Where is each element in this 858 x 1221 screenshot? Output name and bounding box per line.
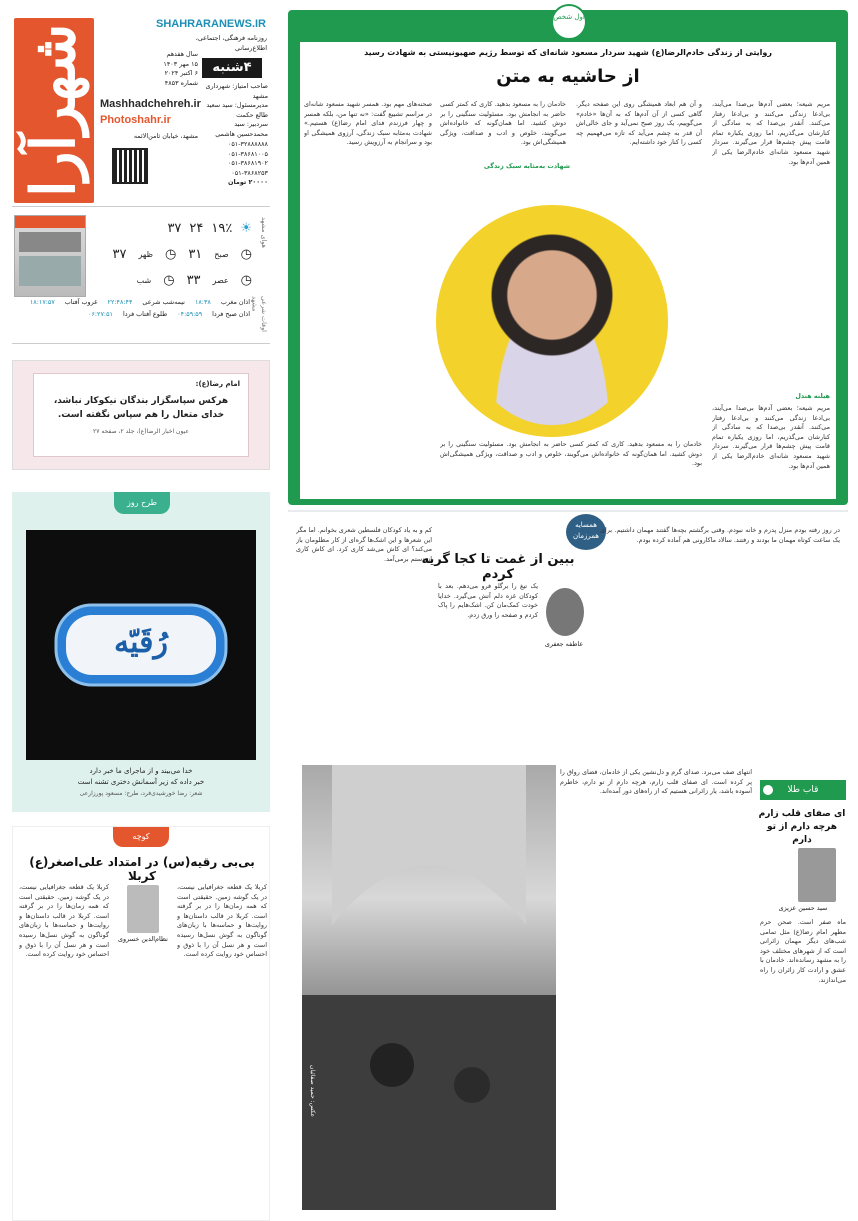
section-tag: طرح روز [114, 492, 170, 514]
manager: مدیرمسئول: سید سعید طالع حکمت [206, 101, 268, 119]
sidebar [12, 10, 270, 1210]
row2-b: ۳۷ [112, 246, 127, 262]
design-credit: شعر: رضا خورشیدی‌فرد، طرح: مسعود پورزارعی [79, 790, 203, 797]
clock-icon: ◷ [240, 246, 252, 262]
midnight-label: نیمه‌شب شرعی [142, 298, 185, 306]
sunrise-label: طلوع آفتاب فردا [122, 309, 168, 318]
author-photo [546, 588, 584, 636]
clock-icon: ◷ [240, 272, 252, 288]
prayer-title: اوقات شرعی مشهد [250, 296, 268, 332]
design-caption-1: خدا می‌بیند و از ماجرای ما خبر دارد [89, 767, 193, 775]
photo-credit: عکس: حمید صفائیان [309, 1065, 316, 1118]
maghrib-time: ۱۸:۳۸ [194, 298, 211, 306]
year: سال هفدهم [166, 50, 198, 58]
phone-4: ۰۵۱-۳۸۶۸۲۵۳ [231, 168, 268, 177]
hamsayeh-title: ببین از غمت تا کجا گریه کردم [421, 552, 575, 582]
temp-min: ۳۷ [167, 220, 182, 236]
row3-a: ۳۳ [186, 272, 201, 288]
address: مشهد، خیابان ثامن‌الائمه [133, 132, 198, 140]
feature-body-bottom: خادمان را به مسعود بدهید. کاری که کمتر کسی حاضر به انجامش بود. مسئولیت سنگینی را بر دوش کشید. اما همان‌گونه که خانواده‌اش می‌گویند، خلوص و ادب و صداقت، ویژگی همیشگی‌اش بود. [440, 440, 702, 468]
issue-number: شماره ۴۸۵۳ [164, 78, 198, 87]
clock-icon: ◷ [164, 246, 177, 262]
section-tag: قاب طلا [760, 780, 846, 800]
editor: سردبیر: سید محمدحسین هاشمی [215, 120, 268, 138]
masthead [12, 10, 270, 200]
sunrise-time: ۰۶:۲۷:۵۱ [88, 309, 113, 318]
kooche-body-right: کربلا یک قطعه جغرافیایی نیست، در یک گوشه زمین. حقیقتی است که همه زمان‌ها را در بر گرفته است. کربلا در قالب داستان‌ها و روایت‌ها و حماسه‌ها با زبان‌های گوناگون به گوش نسل‌ها رسیده است و هر نسل آن را با ذوق و احساس خود روایت کرده است. [177, 883, 267, 959]
design-of-day [12, 492, 270, 812]
row2-a: ۳۱ [188, 246, 203, 262]
weather-grid [92, 215, 252, 297]
feature-title: از حاشیه به متن [496, 66, 640, 87]
weekday-badge: ۴شنبه [202, 58, 262, 78]
ghab-author: سید حسین عزیزی [778, 904, 828, 912]
hamsayeh-section [288, 510, 848, 755]
feature-body-col2: و آن هم ابعاد همیشگی روی این صفحه دیگر. گاهی کسی از آن آدم‌ها که به آن‌ها «خادم» می‌گوییم، یک روز صبح نمی‌آید و جای خالی‌اش آن قدر به چشم می‌آید که تازه می‌فهمیم چه کسی را کنار خود داشته‌ایم. [576, 100, 702, 147]
portrait-face [464, 225, 640, 425]
hamsayeh-author: عاطفه جعفری [544, 640, 584, 648]
weather-title: هوای مشهد [260, 217, 268, 248]
camera-icon [760, 782, 776, 798]
ghab-title: ای صفای قلب زارم هرچه دارم از تو دارم [758, 809, 846, 845]
hadith-heading: امام رضا(ع): [195, 380, 240, 388]
section-tag: کوچه [113, 827, 169, 847]
sunset-label: غروب آفتاب [64, 298, 98, 306]
kooche-body-left: کربلا یک قطعه جغرافیایی نیست، در یک گوشه زمین. حقیقتی است که همه زمان‌ها را در بر گرفته است. کربلا در قالب داستان‌ها و روایت‌ها و حماسه‌ها با زبان‌های گوناگون به گوش نسل‌ها رسیده است و هر نسل آن را با ذوق و احساس خود روایت کرده است. [19, 883, 109, 959]
humidity: ۱۹٪ [211, 220, 233, 236]
morning-label: صبح [214, 249, 229, 259]
phone-2: ۰۵۱-۳۸۶۸۱۰۰۵ [227, 149, 268, 158]
hadith-source: عیون اخبار الرضا(ع)، جلد ۲، صفحه ۲۷ [93, 428, 189, 435]
clock-icon: ◷ [163, 272, 175, 288]
sunset-time: ۱۸:۱۷:۵۷ [29, 298, 55, 306]
publisher-label: روزنامه [247, 34, 267, 42]
phone-3: ۰۵۱-۳۸۶۸۱۹۰۲ [227, 159, 268, 168]
qr-code-icon[interactable] [112, 148, 148, 184]
hadith-box [12, 360, 270, 470]
kooche-title: بی‌بی رقیه(س) در امتداد علی‌اصغر(ع) کربلا [29, 855, 255, 883]
feature-section-heading: شهادت به‌مثابه سبک زندگی [483, 162, 570, 170]
temp-max: ۲۴ [189, 220, 204, 236]
feature-body-col3: خادمان را به مسعود بدهید. کاری که کمتر کسی حاضر به انجامش بود. مسئولیت سنگینی را بر دوش کشید. اما همان‌گونه که خانواده‌اش می‌گویند، خلوص و ادب و صداقت، ویژگی همیشگی‌اش بود. [440, 100, 566, 147]
publisher-desc: فرهنگی، اجتماعی، اطلاع‌رسانی [195, 34, 267, 52]
kooche-section [12, 826, 270, 1221]
design-artwork[interactable] [26, 530, 256, 760]
author-photo [798, 848, 836, 902]
sun-icon: ☀ [240, 220, 252, 236]
site-url-main[interactable]: SHAHRARANEWS.IR [156, 18, 266, 30]
ghab-body: ماه صفر است. صحن حرم مطهر امام رضا(ع) مثل تمامی شب‌های دیگر مهمان زائرانی است که از شهرهای مختلف خود را به مشهد رسانده‌اند. خادمان با عشق و ارادت کار زائران را راه می‌اندازند. [760, 918, 846, 984]
feature-subtitle: روایتی از زندگی خادم‌الرضا(ع) شهید سردار مسعود شانه‌ای که توسط رژیم صهیونیستی به شهادت رسید [364, 48, 772, 57]
feature-body-col1: مریم شیعه؛ بعضی آدم‌ها بی‌صدا می‌آیند، بی‌ادعا زندگی می‌کنند و بی‌ادعا رفتار می‌کنند. آنقدر بی‌صدا که به سادگی از کنارشان می‌گذریم، اما روزی یکباره تمام قامت پیش چشم‌ها قرار می‌گیرند. سردار شهید مسعود شانه‌ای خادم‌الرضا یکی از همین آدم‌ها بود. [712, 100, 830, 166]
hadith-line-1: هرکس سپاسگزار بندگان نیکوکار نباشد، [53, 396, 229, 406]
design-caption-2: خبر داده که زیر آسمانش دختری تشنه است [77, 778, 205, 786]
hadith-line-2: خدای متعال را هم سپاس نگفته است. [57, 410, 225, 420]
feature-body-col1b: مریم شیعه؛ بعضی آدم‌ها بی‌صدا می‌آیند، بی‌ادعا زندگی می‌کنند و بی‌ادعا رفتار می‌کنند. آنقدر بی‌صدا که به سادگی از کنارشان می‌گذریم، اما روزی یکباره تمام قامت پیش چشم‌ها قرار می‌گیرند. سردار شهید مسعود شانه‌ای خادم‌الرضا یکی از همین آدم‌ها بود. [712, 404, 830, 470]
feature-author: هیلنه هندل [795, 392, 830, 400]
martyr-portrait[interactable] [436, 205, 668, 437]
owner: صاحب امتیاز: شهرداری مشهد [205, 82, 268, 100]
maghrib-label: اذان مغرب [220, 298, 250, 306]
newspaper-logo: شهرآرا [14, 18, 94, 203]
night-label: شب [136, 275, 152, 285]
ghab-poem-col: انتهای صف می‌برد. صدای گرم و دل‌نشین یکی از خادمان، فضای رواق را پر کرده است. ای صفای قلب زارم، هرچه دارم از تو دارم، خاطرم آسوده باشد، یار زائرانی هستیم که از راه‌های دور آمده‌اند. [560, 768, 752, 796]
newspaper-thumbnail[interactable] [14, 215, 86, 297]
evening-label: عصر [212, 275, 229, 285]
feature-body-col4: صحنه‌های مهم بود. همسر شهید مسعود شانه‌ای در مراسم تشییع گفت: «نه تنها من، بلکه همسر و چهار فرزندم فدای امام رضا(ع) هستیم.» شهادت به‌مثابه سبک زندگی، آرزوی همیشگی او بود و سرانجام به آرزویش رسید. [304, 100, 432, 147]
price: ۲۰۰۰۰ تومان [228, 178, 268, 187]
date-solar: ۱۵ مهر ۱۴۰۳ [163, 59, 198, 68]
shrine-photo[interactable] [302, 765, 556, 1210]
kooche-author: نظام‌الدین خسروی [118, 935, 168, 943]
fajr-time: ۰۴:۵۹:۵۹ [177, 309, 203, 318]
prayer-times [12, 296, 270, 340]
phone-1: ۰۵۱-۳۲۸۸۸۸۸۸ [227, 140, 268, 148]
noon-label: ظهر [138, 249, 153, 259]
section-tag: همسایه همرزمان [566, 514, 606, 550]
design-art-text: رُقَیّه [114, 625, 168, 660]
hamsayeh-body-col1: در روز رفته بودم منزل پدرم و خانه نبودم. وقتی برگشتم بچه‌ها گفتند مهمان داشتیم. برای یک ساعت کوتاه مهمان ما بودند و رفتند. سالاد ماکارونی هم آماده کرده بودم. [600, 526, 840, 544]
hamsayeh-body-col2: یک تیغ را برگلو فرو می‌دهم. بعد با کودکان غزه دلم آتش می‌گیرد. خدایا خودت کمک‌مان کن. اشک‌هایم را پاک کردم و صفحه را ورق زدم. [438, 582, 538, 619]
midnight-time: ۲۲:۴۸:۴۴ [107, 298, 133, 306]
fajr-label: اذان صبح فردا [212, 309, 250, 318]
author-photo [127, 885, 159, 933]
hamsayeh-body-col3: کم و به یاد کودکان فلسطین شعری بخوانم. اما مگر این شعرها و این اشک‌ها گره‌ای از کار مظلومان باز می‌کند؟ ای کاش می‌شد کاری کرد. ای کاش کاری از دستم برمی‌آمد. [296, 526, 432, 563]
section-tag: اول شخص [551, 4, 587, 40]
site-url-chehreh[interactable]: Mashhadchehreh.ir [100, 98, 201, 110]
site-url-photo[interactable]: Photoshahr.ir [100, 114, 171, 126]
date-gregorian: ۶ اکتبر ۲۰۲۴ [164, 69, 198, 78]
